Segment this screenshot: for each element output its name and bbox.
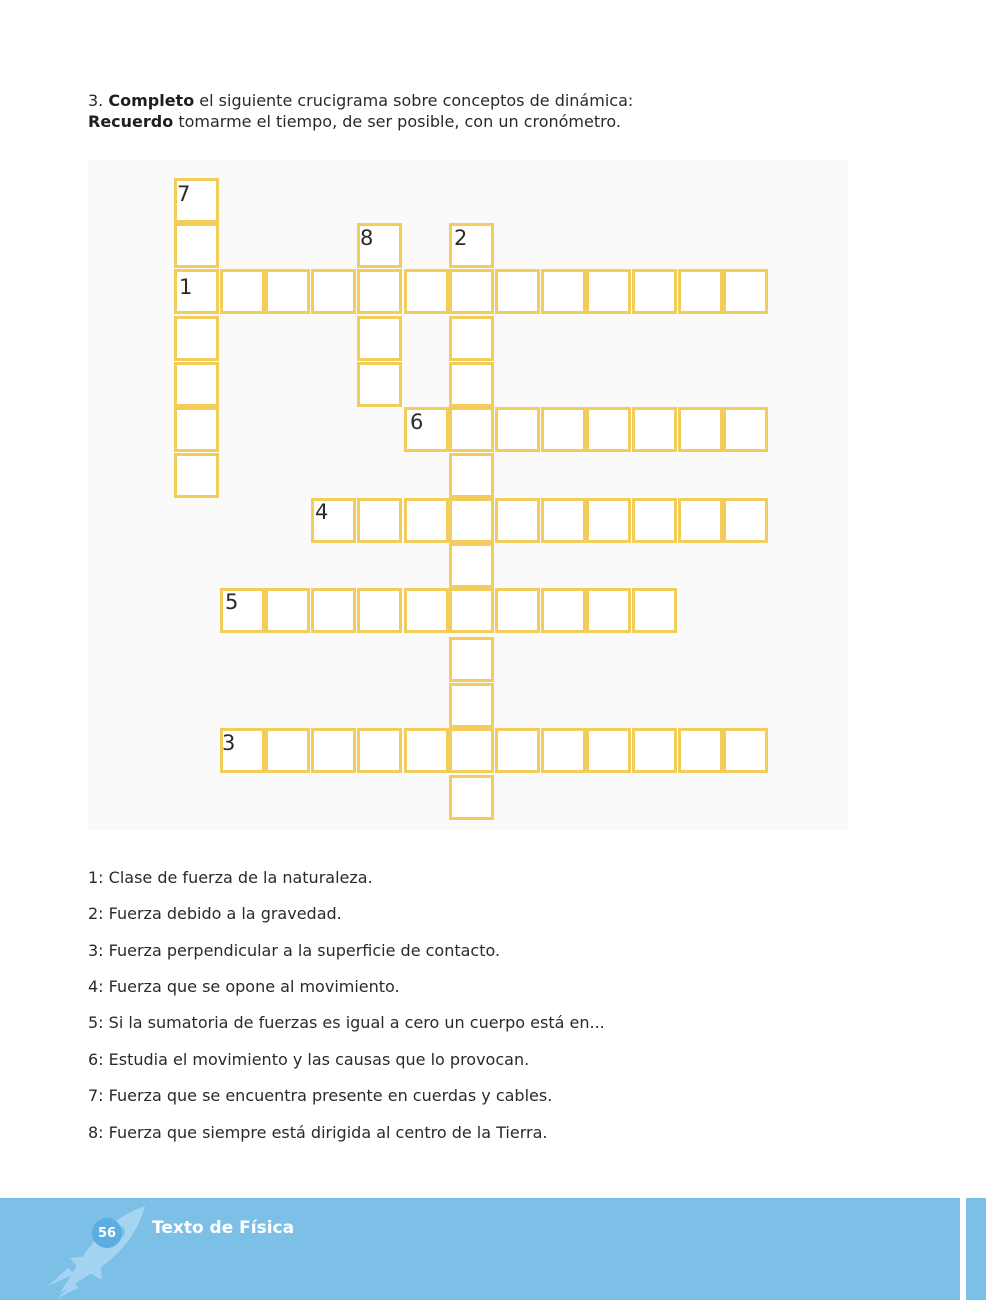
footer-edge — [966, 1198, 986, 1300]
crossword-cell[interactable] — [449, 362, 494, 407]
crossword-cell[interactable] — [449, 683, 494, 728]
crossword-cell[interactable] — [678, 728, 723, 773]
crossword-cell[interactable] — [495, 728, 540, 773]
crossword-cell[interactable] — [678, 269, 723, 314]
page-footer — [0, 1198, 986, 1300]
clue-4: 4: Fuerza que se opone al movimiento. — [88, 977, 400, 996]
clue-number-6: 6 — [410, 410, 424, 434]
crossword-cell[interactable] — [632, 269, 677, 314]
page-number-badge: 56 — [92, 1218, 122, 1248]
clue-5: 5: Si la sumatoria de fuerzas es igual a cero un cuerpo está en... — [88, 1013, 605, 1032]
crossword-cell[interactable] — [404, 728, 449, 773]
crossword-cell[interactable] — [723, 498, 768, 543]
crossword-cell[interactable] — [723, 728, 768, 773]
clue-number-2: 2 — [454, 226, 468, 250]
crossword-cell[interactable] — [586, 407, 631, 452]
crossword-cell[interactable] — [449, 269, 494, 314]
crossword-cell[interactable] — [632, 588, 677, 633]
book-title: Texto de Física — [152, 1218, 295, 1238]
clue-8: 8: Fuerza que siempre está dirigida al centro de la Tierra. — [88, 1123, 548, 1142]
crossword-cell[interactable] — [449, 728, 494, 773]
crossword-cell[interactable] — [449, 407, 494, 452]
crossword-cell[interactable] — [174, 453, 219, 498]
crossword-cell[interactable] — [449, 543, 494, 588]
crossword-cell[interactable] — [449, 453, 494, 498]
crossword-cell[interactable] — [357, 316, 402, 361]
crossword-cell[interactable] — [220, 269, 265, 314]
crossword-cell[interactable] — [174, 316, 219, 361]
crossword-cell[interactable] — [586, 269, 631, 314]
clue-number-5: 5 — [225, 590, 239, 614]
crossword-cell[interactable] — [449, 316, 494, 361]
crossword-cell[interactable] — [449, 498, 494, 543]
reminder-text: tomarme el tiempo, de ser posible, con un cronómetro. — [178, 112, 621, 131]
crossword-cell[interactable] — [541, 498, 586, 543]
clue-2: 2: Fuerza debido a la gravedad. — [88, 904, 342, 923]
clue-number-1: 1 — [179, 275, 193, 299]
crossword-cell[interactable] — [404, 498, 449, 543]
crossword-cell[interactable] — [586, 498, 631, 543]
instructions — [88, 90, 633, 132]
crossword-cell[interactable] — [174, 407, 219, 452]
crossword-cell[interactable] — [404, 588, 449, 633]
crossword-cell[interactable] — [357, 728, 402, 773]
instruction-text: el siguiente crucigrama sobre conceptos de dinámica: — [199, 91, 634, 110]
crossword-cell[interactable] — [678, 498, 723, 543]
crossword-cell[interactable] — [449, 637, 494, 682]
crossword-cell[interactable] — [265, 728, 310, 773]
clue-number-7: 7 — [177, 182, 191, 206]
instruction-number: 3. — [88, 91, 104, 110]
crossword-cell[interactable] — [495, 407, 540, 452]
crossword-cell[interactable] — [311, 588, 356, 633]
instruction-line-2 — [88, 111, 633, 132]
crossword-cell[interactable] — [404, 269, 449, 314]
crossword-cell[interactable] — [449, 775, 494, 820]
clue-3: 3: Fuerza perpendicular a la superficie de contacto. — [88, 941, 501, 960]
crossword-cell[interactable] — [357, 588, 402, 633]
crossword-cell[interactable] — [632, 728, 677, 773]
clue-number-3: 3 — [222, 731, 236, 755]
instruction-line-1 — [88, 90, 633, 111]
crossword-cell[interactable] — [265, 588, 310, 633]
crossword-cell[interactable] — [357, 269, 402, 314]
crossword-cell[interactable] — [541, 588, 586, 633]
rocket-icon — [40, 1198, 150, 1300]
crossword-cell[interactable] — [495, 269, 540, 314]
reminder-bold-verb: Recuerdo — [88, 112, 174, 131]
crossword-cell[interactable] — [541, 269, 586, 314]
clue-6: 6: Estudia el movimiento y las causas que lo provocan. — [88, 1050, 530, 1069]
crossword-cell[interactable] — [357, 362, 402, 407]
crossword-cell[interactable] — [723, 269, 768, 314]
crossword-cell[interactable] — [495, 588, 540, 633]
instruction-bold-verb: Completo — [108, 91, 195, 110]
clue-number-8: 8 — [360, 226, 374, 250]
crossword-cell[interactable] — [495, 498, 540, 543]
clue-1: 1: Clase de fuerza de la naturaleza. — [88, 868, 373, 887]
crossword-cell[interactable] — [311, 728, 356, 773]
crossword-cell[interactable] — [632, 498, 677, 543]
crossword-cell[interactable] — [357, 498, 402, 543]
crossword-cell[interactable] — [449, 588, 494, 633]
clue-number-4: 4 — [315, 500, 329, 524]
crossword-cell[interactable] — [541, 407, 586, 452]
crossword-cell[interactable] — [174, 223, 219, 268]
crossword-cell[interactable] — [678, 407, 723, 452]
crossword-cell[interactable] — [586, 588, 631, 633]
crossword-cell[interactable] — [541, 728, 586, 773]
crossword-cell[interactable] — [174, 362, 219, 407]
clue-7: 7: Fuerza que se encuentra presente en cuerdas y cables. — [88, 1086, 553, 1105]
crossword-cell[interactable] — [311, 269, 356, 314]
crossword-cell[interactable] — [265, 269, 310, 314]
crossword-cell[interactable] — [632, 407, 677, 452]
crossword-cell[interactable] — [586, 728, 631, 773]
crossword-cell[interactable] — [723, 407, 768, 452]
